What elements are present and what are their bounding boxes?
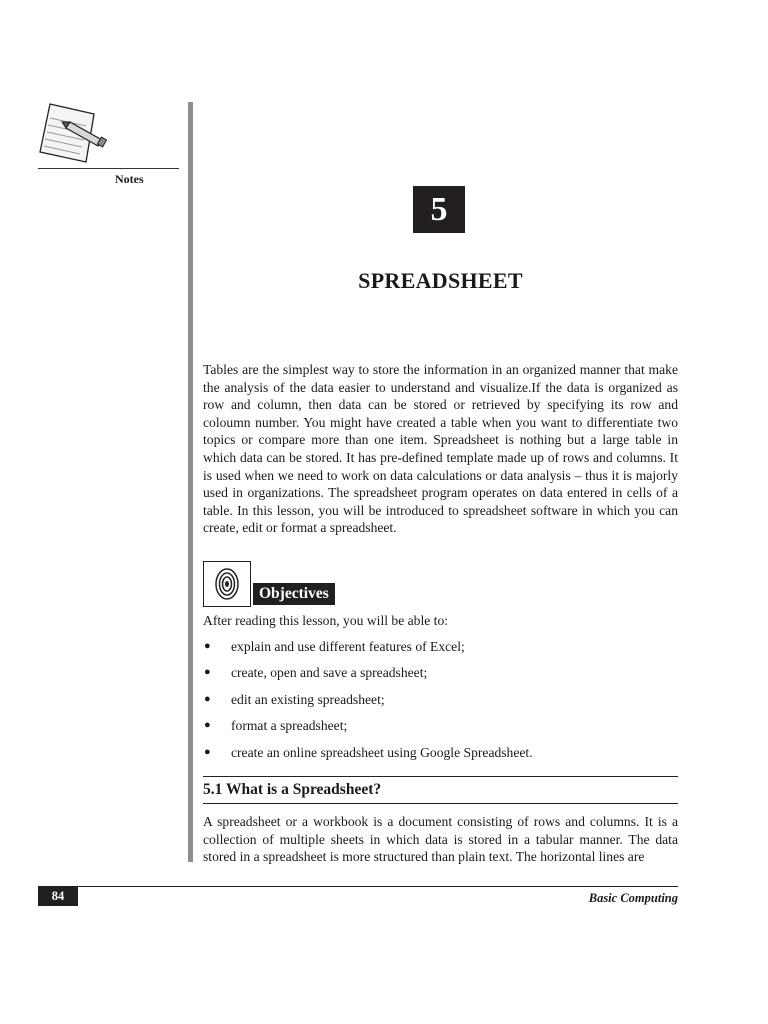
objectives-list [203,638,678,770]
chapter-title: SPREADSHEET [358,268,523,293]
list-item: ● create an online spreadsheet using Google Spreadsheet. [204,744,533,760]
section-rule-bottom [203,803,678,804]
bullet: ● [204,745,211,758]
margin-bar [188,102,193,862]
list-item: ● explain and use different features of Excel; [204,639,465,654]
footer-book-title: Basic Computing [588,891,678,905]
list-item: ● format a spreadsheet; [204,718,348,734]
section-heading: 5.1 What is a Spreadsheet? [203,781,382,798]
notes-label: Notes [115,172,144,186]
bullet: ● [204,640,211,652]
footer-rule [38,886,678,887]
bullet: ● [204,666,211,679]
list-item: ● create, open and save a spreadsheet; [204,665,428,681]
list-item: ● edit an existing spreadsheet; [204,691,385,707]
bullet: ● [204,719,211,732]
page-number: 84 [38,886,78,906]
notes-divider [38,168,179,169]
intro-paragraph: Tables are the simplest way to store the information in an organized manner that make the analysis of the data easier to understand and visualize.If the data is organized as row and column, then data can be stored or retrieved by specifying its row and coloumn number. You might have created a table when you want to differentiate two topics or compare more than one item. Spreadsheet is nothing but a large table in which data can be stored. It has pre-defined template made up of rows and columns. It is used when we need to work on data calculations or data analysis – thus it is majorly used in organizations. The spreadsheet program operates on data entered in cells of a table. In this lesson, you will be introduced to spreadsheet software in which you can create, edit or format a spreadsheet. [203,362,678,536]
notepad-pencil-icon [36,100,116,170]
section-paragraph: A spreadsheet or a workbook is a document consisting of rows and columns. It is a collection of multiple sheets in which data is stored in a tabular manner. The data stored in a spreadsheet is more structured than plain text. The horizontal lines are [203,814,678,865]
objectives-intro: After reading this lesson, you will be able to: [203,613,449,628]
objectives-heading: Objectives [253,583,335,605]
section-rule-top [203,776,678,777]
target-icon [203,561,251,607]
chapter-number: 5 [413,186,465,233]
bullet: ● [204,692,211,705]
